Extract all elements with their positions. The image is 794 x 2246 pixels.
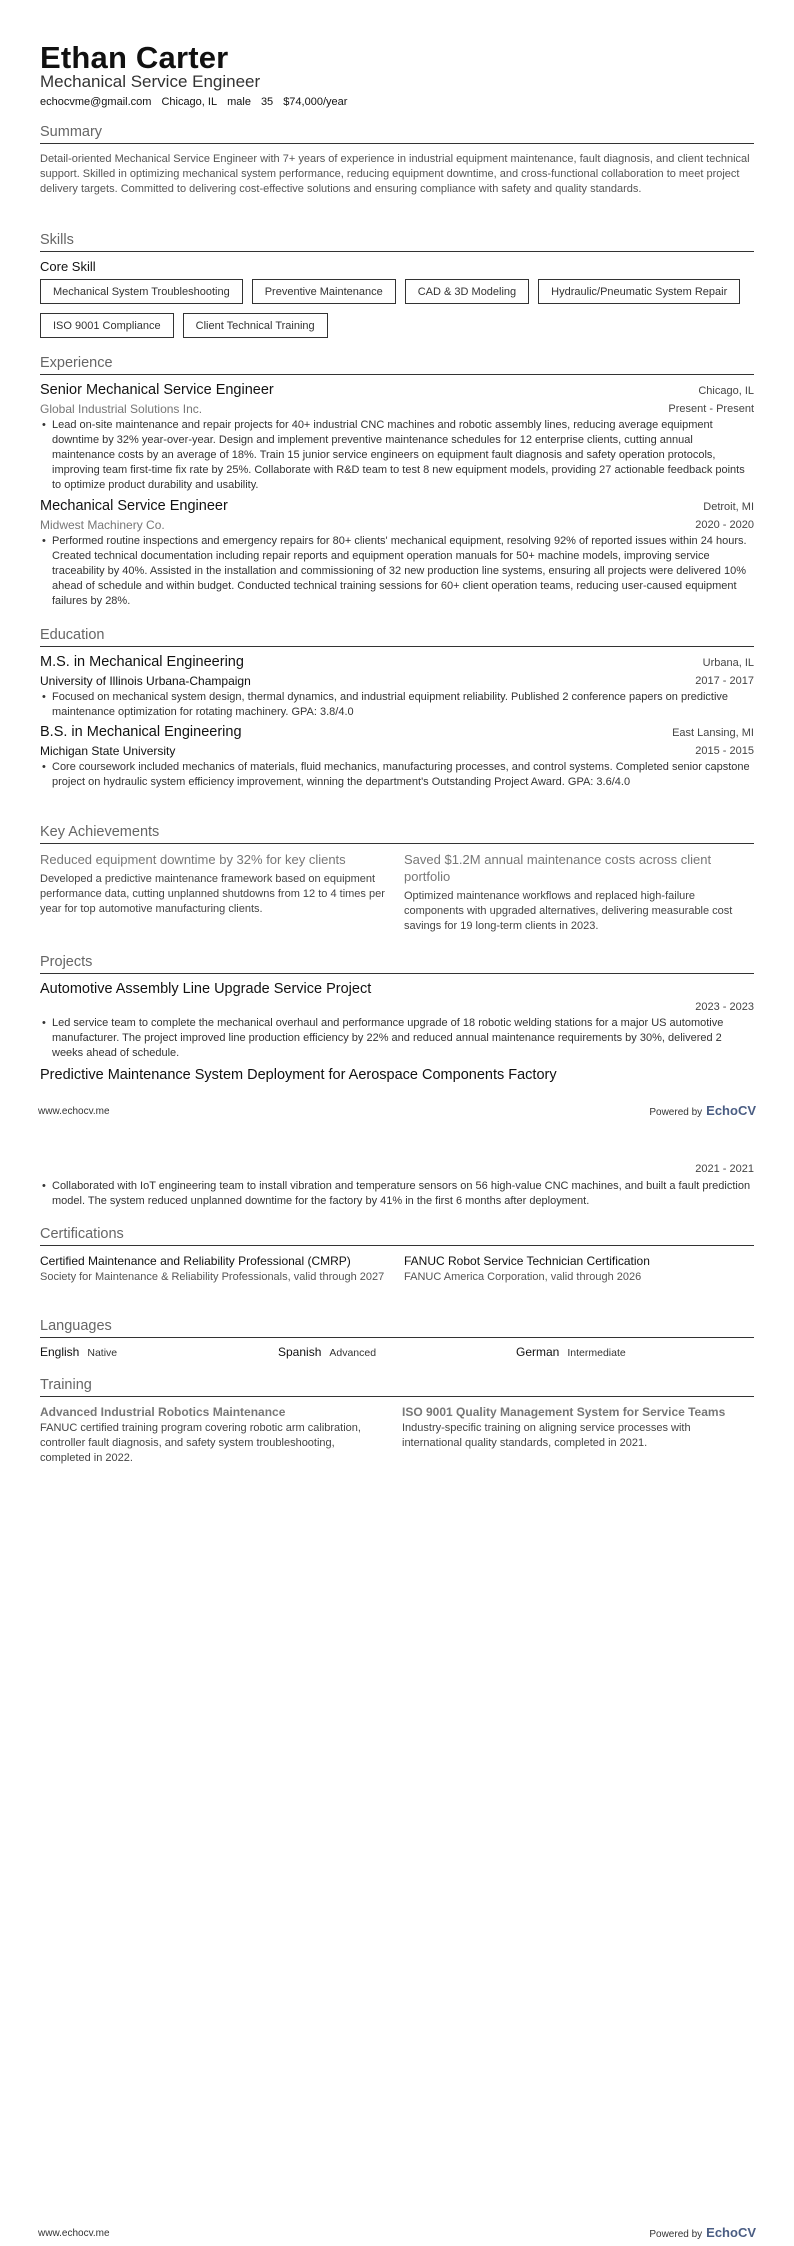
project-title: Automotive Assembly Line Upgrade Service Project <box>40 981 372 997</box>
job-bullets <box>40 418 754 493</box>
project-title: Predictive Maintenance System Deployment for Aerospace Components Factory <box>40 1067 557 1083</box>
list-item: • Led service team to complete the mechanical overhaul and performance upgrade of 18 robotic welding stations for a major US automotive manufacturer. The project improved line production efficiency by 22% and reduced annual maintenance requirements by 30%, delivered 2 weeks ahead of schedule. <box>40 1016 754 1061</box>
achievement-title: Saved $1.2M annual maintenance costs across client portfolio <box>404 852 712 884</box>
list-item: • Collaborated with IoT engineering team to install vibration and temperature sensors on 56 high-value CNC machines, and built a fault prediction model. The system reduced unplanned downtime for the factory by 41% in the first 6 months after deployment. <box>40 1179 754 1209</box>
powered-by-label: Powered by <box>649 1107 703 1118</box>
core-skill-heading: Core Skill <box>40 259 96 274</box>
language-item <box>40 1345 278 1359</box>
language-name: English <box>40 1345 80 1359</box>
job-company: Midwest Machinery Co. <box>40 518 165 532</box>
edu-location: East Lansing, MI <box>672 727 754 739</box>
training-title: Advanced Industrial Robotics Maintenance <box>40 1405 286 1419</box>
summary-text: Detail-oriented Mechanical Service Engineer with 7+ years of experience in industrial equipment maintenance, fault diagnosis, and client technical support. Skilled in optimizing mechanical system performance, reducing equipment downtime, and cross-functional collaboration to meet project delivery targets. Committed to delivering cost-effective solutions and ensuring compliance with safety and quality standards. <box>40 153 750 195</box>
training-desc: FANUC certified training program covering robotic arm calibration, controller fault diagnosis, and safety system troubleshooting, completed in 2022. <box>40 1422 361 1464</box>
contact-gender: male <box>227 96 251 108</box>
certification-issuer: Society for Maintenance & Reliability Professionals, valid through 2027 <box>40 1271 385 1283</box>
achievements-heading: Key Achievements <box>40 824 754 844</box>
skill-tag: ISO 9001 Compliance <box>40 313 174 338</box>
contact-email[interactable]: echocvme@gmail.com <box>40 96 152 108</box>
languages-list <box>40 1345 754 1359</box>
language-name: German <box>516 1345 560 1359</box>
powered-by-label: Powered by <box>649 2229 703 2240</box>
certifications-heading: Certifications <box>40 1226 754 1246</box>
education-heading: Education <box>40 627 754 647</box>
certification-name: FANUC Robot Service Technician Certification <box>404 1254 650 1268</box>
certification-issuer: FANUC America Corporation, valid through 2026 <box>404 1271 642 1283</box>
training-item <box>402 1405 748 1451</box>
summary-heading: Summary <box>40 124 754 144</box>
edu-bullets <box>40 690 754 720</box>
language-level: Native <box>87 1347 118 1359</box>
skill-tag: Preventive Maintenance <box>252 279 396 304</box>
skill-tag: CAD & 3D Modeling <box>405 279 529 304</box>
skills-heading: Skills <box>40 232 754 252</box>
edu-bullets <box>40 760 754 790</box>
degree-title: B.S. in Mechanical Engineering <box>40 724 242 740</box>
list-item: • Lead on-site maintenance and repair projects for 40+ industrial CNC machines and robotic assembly lines, reducing average equipment downtime by 32% year-over-year. Design and implement preventive maintenance schedules for 12 enterprise clients, cutting annual maintenance costs by an average of 18%. Train 15 junior service engineers on equipment fault diagnosis and safety operation protocols, improving team first-time fix rate by 25%. Collaborate with R&D team to test 8 new equipment models, providing 27 actionable feedback points to optimize product durability and usability. <box>40 418 754 493</box>
skill-tag: Client Technical Training <box>183 313 328 338</box>
language-item <box>516 1345 754 1359</box>
certification-item <box>404 1254 750 1285</box>
school-name: University of Illinois Urbana-Champaign <box>40 674 251 688</box>
achievement-desc: Developed a predictive maintenance framework based on equipment performance data, cutting unplanned shutdowns from 12 to 4 times per year for top automotive manufacturing clients. <box>40 873 385 915</box>
projects-heading: Projects <box>40 954 754 974</box>
edu-dates: 2017 - 2017 <box>695 675 754 687</box>
achievement-title: Reduced equipment downtime by 32% for key clients <box>40 852 346 867</box>
list-item: • Core coursework included mechanics of materials, fluid mechanics, manufacturing processes, and control systems. Completed senior capstone project on hydraulic system efficiency improvement, winning the department's Outstanding Project Award. GPA: 3.6/4.0 <box>40 760 754 790</box>
job-dates: 2020 - 2020 <box>695 519 754 531</box>
language-name: Spanish <box>278 1345 322 1359</box>
project-bullets <box>40 1016 754 1061</box>
school-name: Michigan State University <box>40 744 176 758</box>
certification-name: Certified Maintenance and Reliability Professional (CMRP) <box>40 1254 351 1268</box>
project-dates: 2023 - 2023 <box>695 1001 754 1013</box>
edu-location: Urbana, IL <box>702 657 754 669</box>
language-level: Advanced <box>329 1347 377 1359</box>
skill-tag: Mechanical System Troubleshooting <box>40 279 243 304</box>
contact-age: 35 <box>260 96 274 108</box>
job-location: Detroit, MI <box>703 501 754 513</box>
degree-title: M.S. in Mechanical Engineering <box>40 654 244 670</box>
brand-logo[interactable]: EchoCV <box>706 1103 756 1118</box>
job-bullets <box>40 534 754 609</box>
brand-logo[interactable]: EchoCV <box>706 2225 756 2240</box>
job-title: Senior Mechanical Service Engineer <box>40 382 274 398</box>
contact-location: Chicago, IL <box>161 96 218 108</box>
list-item: • Focused on mechanical system design, thermal dynamics, and industrial equipment reliability. Published 2 conference papers on predictive maintenance optimization for rotating machinery. GPA: 3.8/4.0 <box>40 690 754 720</box>
language-level: Intermediate <box>567 1347 626 1359</box>
project-bullets <box>40 1179 754 1209</box>
training-title: ISO 9001 Quality Management System for Service Teams <box>402 1405 726 1419</box>
job-dates: Present - Present <box>668 403 754 415</box>
edu-dates: 2015 - 2015 <box>695 745 754 757</box>
footer-url[interactable]: www.echocv.me <box>38 2228 110 2239</box>
achievement-item <box>404 851 750 934</box>
footer-url[interactable]: www.echocv.me <box>38 1106 110 1117</box>
project-dates: 2021 - 2021 <box>695 1163 754 1175</box>
language-item <box>278 1345 516 1359</box>
contact-line <box>40 96 347 108</box>
list-item: • Performed routine inspections and emergency repairs for 80+ clients' mechanical equipment, resolving 92% of reported issues within 24 hours. Created technical documentation including repair reports and equipment operation manuals for 50+ machine models, improving service traceability by 40%. Assisted in the installation and commissioning of 32 new production line systems, ensuring all projects were delivered 10% ahead of schedule and within budget. Conducted technical training sessions for 60+ client operation teams, reducing user-caused equipment failures by 28%. <box>40 534 754 609</box>
job-company: Global Industrial Solutions Inc. <box>40 402 203 416</box>
candidate-title: Mechanical Service Engineer <box>40 72 261 91</box>
training-desc: Industry-specific training on aligning service processes with international quality standards, completed in 2021. <box>402 1422 691 1449</box>
job-title: Mechanical Service Engineer <box>40 498 228 514</box>
candidate-name: Ethan Carter <box>40 40 229 75</box>
achievement-item <box>40 851 386 917</box>
certification-item <box>40 1254 386 1285</box>
skill-tag: Hydraulic/Pneumatic System Repair <box>538 279 740 304</box>
languages-heading: Languages <box>40 1318 754 1338</box>
training-item <box>40 1405 386 1466</box>
experience-heading: Experience <box>40 355 754 375</box>
footer-powered <box>649 1103 756 1118</box>
training-heading: Training <box>40 1377 754 1397</box>
skill-tags <box>40 279 754 338</box>
contact-salary: $74,000/year <box>283 96 348 108</box>
achievement-desc: Optimized maintenance workflows and replaced high-failure components with upgraded alternatives, delivering measurable cost savings for 19 long-term clients in 2023. <box>404 890 733 932</box>
footer-powered <box>649 2225 756 2240</box>
job-location: Chicago, IL <box>698 385 754 397</box>
